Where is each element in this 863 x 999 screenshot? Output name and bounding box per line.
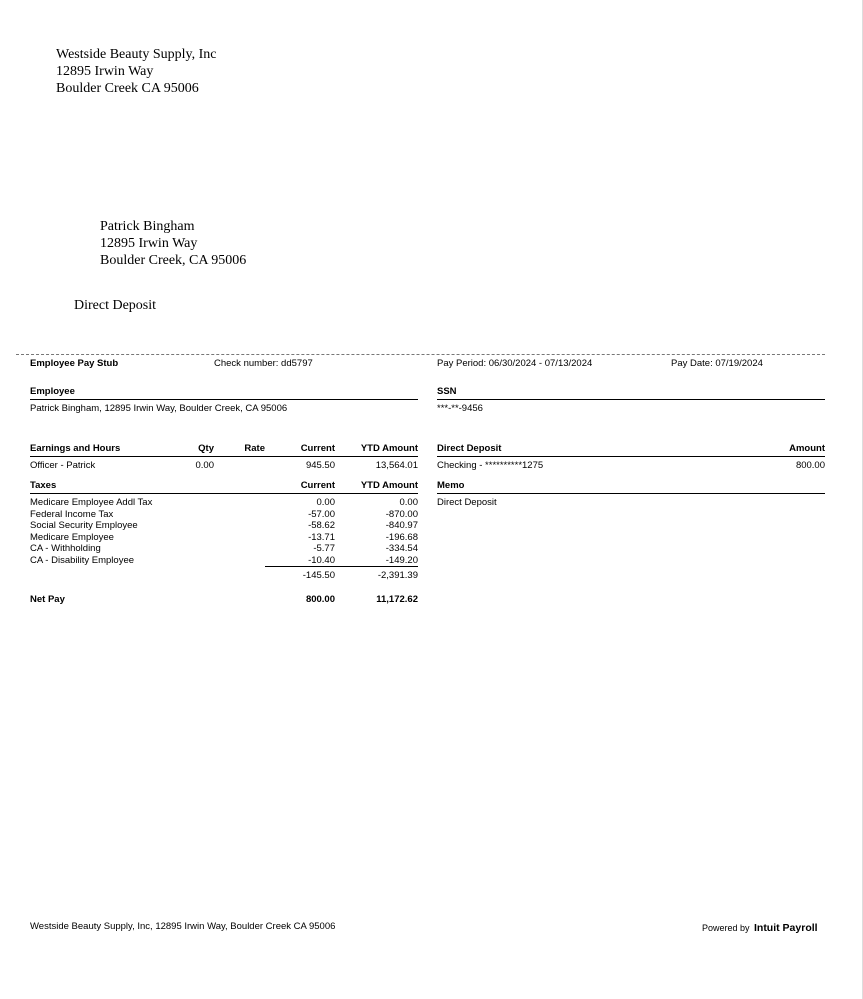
footer-address: Westside Beauty Supply, Inc, 12895 Irwin Way, Boulder Creek CA 95006 — [30, 921, 336, 932]
earnings-current-header: Current — [300, 443, 335, 454]
taxes-ytd-header: YTD Amount — [360, 480, 418, 491]
tax-row-label: CA - Disability Employee — [30, 555, 135, 566]
tax-row-current: -13.71 — [308, 531, 335, 543]
net-pay-label: Net Pay — [30, 594, 65, 605]
taxes-total-rule — [265, 566, 418, 567]
tax-row-label: Social Security Employee — [30, 520, 138, 532]
tax-row-ytd: -870.00 — [385, 508, 418, 520]
tax-row-current: -58.62 — [308, 520, 335, 532]
earnings-row-label: Officer - Patrick — [30, 460, 96, 471]
company-address — [56, 46, 217, 97]
ssn-header: SSN — [437, 386, 457, 397]
taxes-header: Taxes — [30, 480, 57, 491]
company-city: Boulder Creek CA 95006 — [56, 81, 199, 96]
tax-row-current: -57.00 — [308, 508, 335, 520]
employee-value: Patrick Bingham, 12895 Irwin Way, Boulder Creek, CA 95006 — [30, 403, 288, 414]
ssn-rule — [437, 399, 825, 400]
powered-by-prefix: Powered by — [702, 923, 750, 933]
memo-rule — [437, 493, 825, 494]
tax-row-current: -5.77 — [313, 543, 335, 555]
tax-row-current: -10.40 — [308, 555, 335, 566]
earnings-row-qty: 0.00 — [195, 460, 214, 471]
tax-row-ytd: -840.97 — [385, 520, 418, 532]
earnings-qty-header: Qty — [198, 443, 214, 454]
employee-header: Employee — [30, 386, 75, 397]
tax-row-label: Medicare Employee Addl Tax — [30, 497, 153, 508]
pay-period: Pay Period: 06/30/2024 - 07/13/2024 — [437, 358, 593, 369]
taxes-current-header: Current — [300, 480, 335, 491]
recipient-street: 12895 Irwin Way — [100, 236, 198, 251]
pay-date: Pay Date: 07/19/2024 — [671, 358, 763, 369]
company-street: 12895 Irwin Way — [56, 64, 154, 79]
direct-deposit-header: Direct Deposit — [437, 443, 502, 454]
taxes-total-ytd: -2,391.39 — [377, 570, 418, 581]
recipient-name: Patrick Bingham — [100, 219, 195, 234]
tax-row-label: CA - Withholding — [30, 543, 101, 555]
earnings-rate-header: Rate — [244, 443, 265, 454]
taxes-total-current: -145.50 — [302, 570, 335, 581]
check-number: Check number: dd5797 — [214, 358, 313, 369]
direct-deposit-account: Checking - **********1275 — [437, 460, 544, 471]
earnings-header: Earnings and Hours — [30, 443, 121, 454]
employee-rule — [30, 399, 418, 400]
direct-deposit-amount: 800.00 — [795, 460, 825, 471]
memo-value: Direct Deposit — [437, 497, 497, 508]
direct-deposit-rule — [437, 456, 825, 457]
payment-method: Direct Deposit — [74, 298, 157, 313]
company-name: Westside Beauty Supply, Inc — [56, 47, 217, 62]
earnings-rule — [30, 456, 418, 457]
tax-row-ytd: -196.68 — [385, 531, 418, 543]
tax-row-label: Federal Income Tax — [30, 508, 114, 520]
recipient-address — [100, 218, 246, 269]
tax-row-ytd: 0.00 — [399, 497, 418, 508]
tax-row-ytd: -334.54 — [385, 543, 418, 555]
tear-line — [16, 354, 825, 355]
earnings-row-ytd: 13,564.01 — [375, 460, 418, 471]
recipient-city: Boulder Creek, CA 95006 — [100, 253, 247, 268]
tax-row-label: Medicare Employee — [30, 531, 114, 543]
ssn-value: ***-**-9456 — [437, 403, 483, 414]
earnings-row-current: 945.50 — [305, 460, 335, 471]
tax-row-ytd: -149.20 — [385, 555, 418, 566]
net-pay-ytd: 11,172.62 — [376, 594, 418, 605]
direct-deposit-amount-header: Amount — [789, 443, 825, 454]
net-pay-current: 800.00 — [305, 594, 335, 605]
intuit-payroll-logo: Intuit Payroll — [753, 922, 818, 934]
taxes-rule — [30, 493, 418, 494]
tax-row-current: 0.00 — [316, 497, 335, 508]
memo-header: Memo — [437, 480, 465, 491]
stub-title: Employee Pay Stub — [30, 358, 119, 369]
earnings-ytd-header: YTD Amount — [360, 443, 418, 454]
powered-by — [702, 918, 818, 936]
